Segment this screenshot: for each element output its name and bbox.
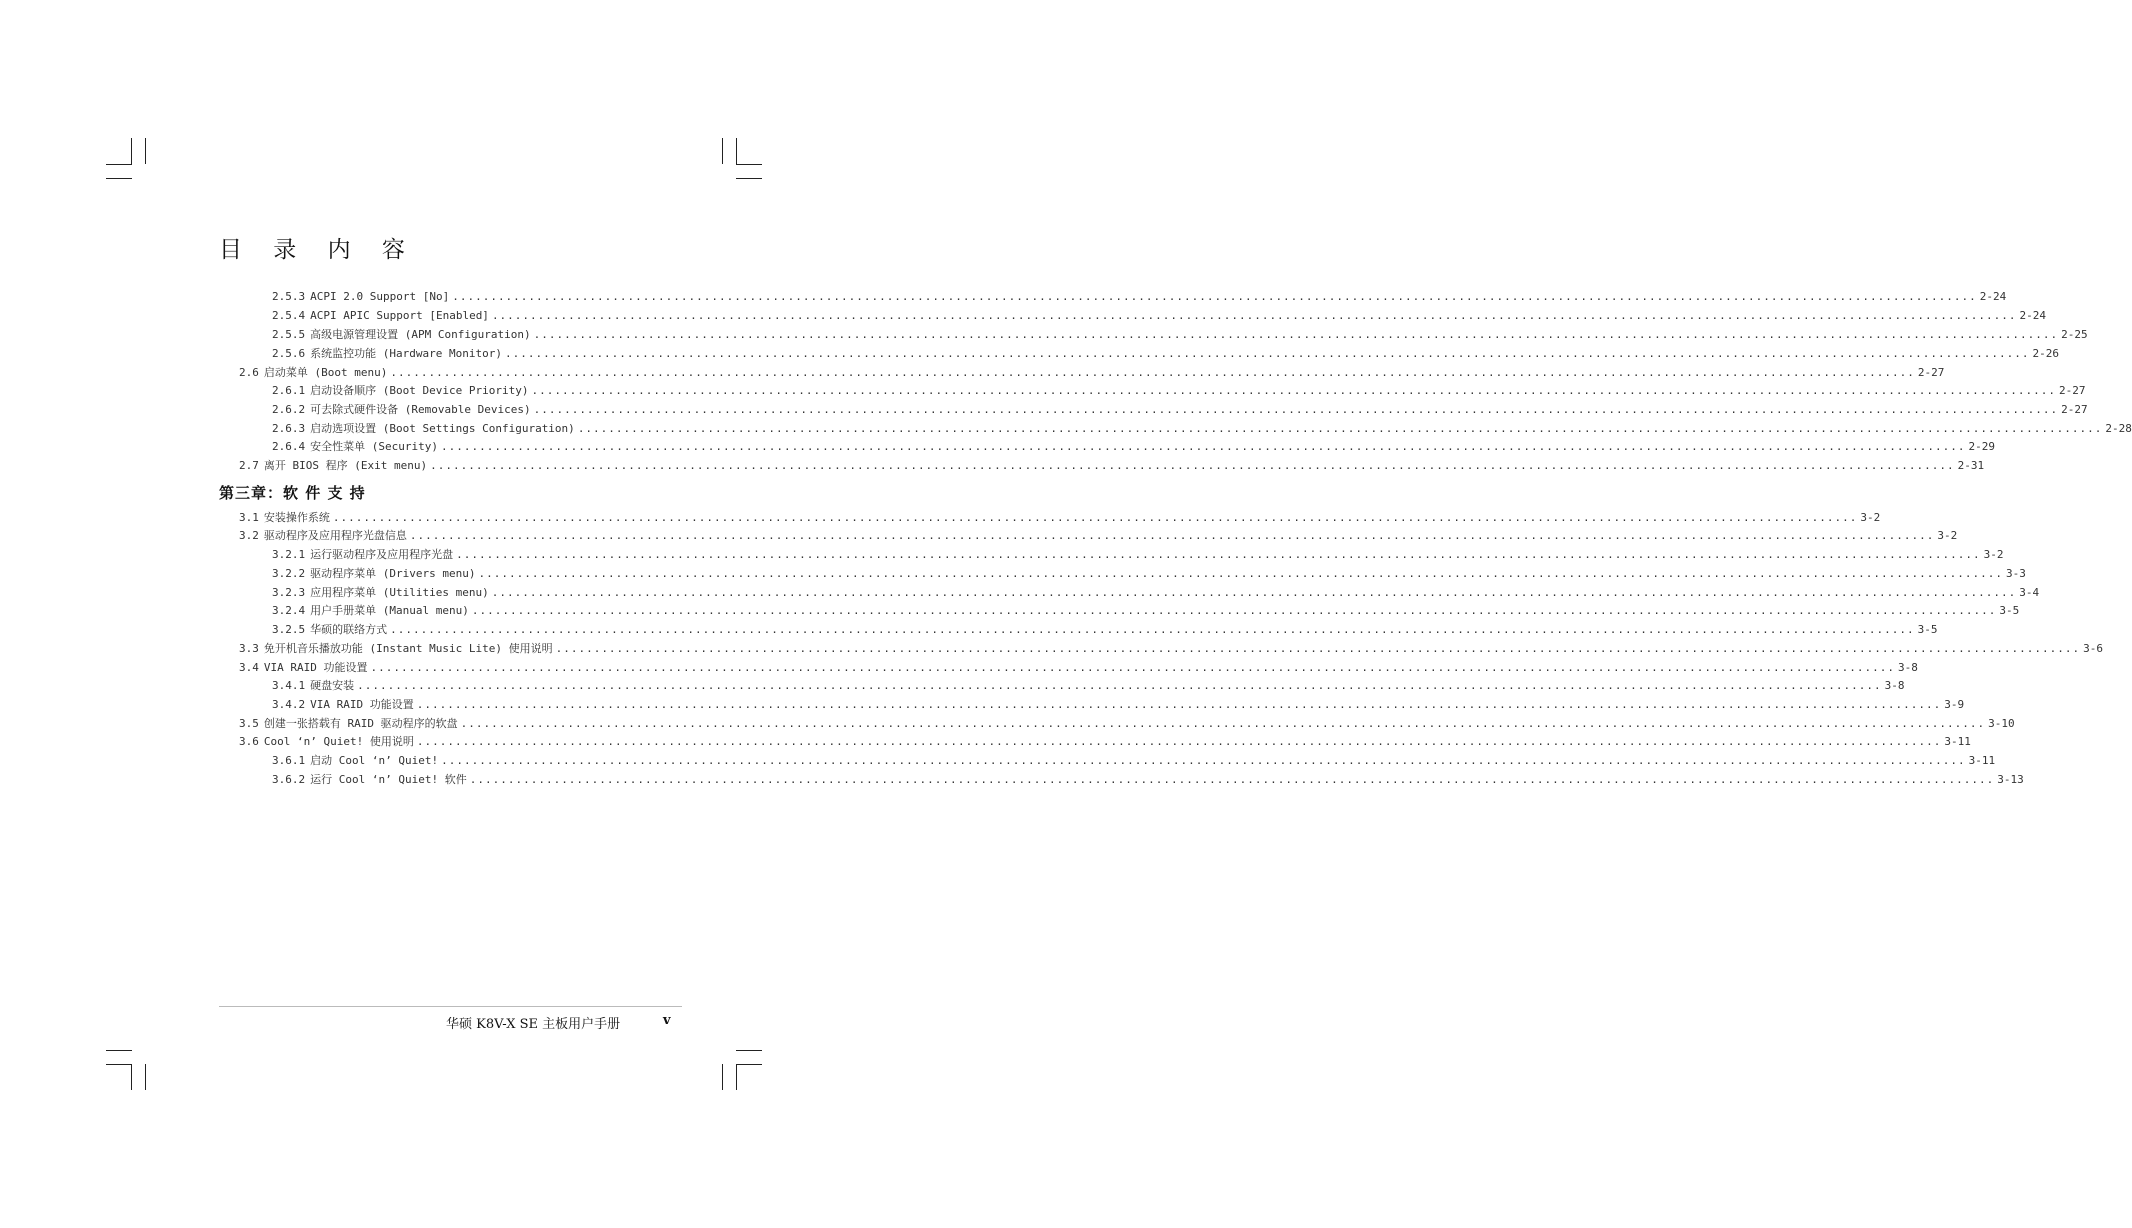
dot-leader: ........................................................................................................................................................................................................ bbox=[456, 548, 1981, 561]
toc-entry-page: 3-3 bbox=[2005, 567, 2026, 580]
toc-entry-page: 2-24 bbox=[1979, 290, 2007, 303]
dot-leader: ........................................................................................................................................................................................................ bbox=[430, 459, 1955, 472]
crop-mark bbox=[106, 1064, 132, 1065]
crop-mark bbox=[722, 1064, 723, 1090]
toc-entry[interactable] bbox=[239, 716, 2015, 732]
toc-entry[interactable] bbox=[239, 641, 2103, 657]
dot-leader: ........................................................................................................................................................................................................ bbox=[531, 384, 2056, 397]
toc-entry[interactable] bbox=[272, 547, 2004, 563]
toc-entry-title: 用户手册菜单 (Manual menu) bbox=[310, 604, 469, 617]
toc-entry-number: 3.2.4 bbox=[272, 604, 306, 617]
toc-entry[interactable] bbox=[239, 734, 1971, 750]
crop-mark bbox=[106, 178, 132, 179]
dot-leader: ........................................................................................................................................................................................................ bbox=[370, 661, 1895, 674]
toc-entry-title: 高级电源管理设置 (APM Configuration) bbox=[310, 328, 531, 341]
toc-entry-number: 2.6.3 bbox=[272, 422, 306, 435]
dot-leader: ........................................................................................................................................................................................................ bbox=[390, 366, 1915, 379]
toc-entry-number: 2.5.3 bbox=[272, 290, 306, 303]
toc-entry[interactable] bbox=[272, 697, 1965, 713]
dot-leader: ........................................................................................................................................................................................................ bbox=[469, 773, 1995, 786]
toc-entry[interactable] bbox=[272, 289, 2007, 305]
crop-mark bbox=[131, 138, 132, 164]
toc-entry[interactable] bbox=[272, 421, 2132, 437]
dot-leader: ........................................................................................................................................................................................................ bbox=[452, 290, 1977, 303]
toc-entry-title: 运行驱动程序及应用程序光盘 bbox=[310, 548, 454, 561]
toc-entry[interactable] bbox=[272, 383, 2086, 399]
toc-entry-page: 3-13 bbox=[1997, 773, 2024, 786]
dot-leader: ........................................................................................................................................................................................................ bbox=[416, 735, 1942, 748]
toc-entry-number: 3.6.2 bbox=[272, 773, 306, 786]
toc-entry-number: 2.6.2 bbox=[272, 403, 306, 416]
toc-entry-page: 3-2 bbox=[1937, 529, 1958, 542]
toc-entry-page: 3-6 bbox=[2083, 642, 2103, 655]
crop-mark bbox=[736, 1064, 762, 1065]
toc-entry-page: 2-28 bbox=[2105, 422, 2132, 435]
dot-leader: ........................................................................................................................................................................................................ bbox=[471, 604, 1997, 617]
toc-entry[interactable] bbox=[272, 439, 1995, 455]
toc-entry[interactable] bbox=[272, 753, 1996, 769]
page-title: 目 录 内 容 bbox=[219, 237, 417, 263]
toc-entry-title: ACPI 2.0 Support [No] bbox=[310, 290, 450, 303]
toc-entry-page: 2-25 bbox=[2061, 328, 2088, 341]
toc-entry-number: 3.4.2 bbox=[272, 698, 306, 711]
toc-entry-number: 2.5.6 bbox=[272, 347, 306, 360]
toc-entry-title: 启动选项设置 (Boot Settings Configuration) bbox=[310, 422, 575, 435]
toc-entry-title: ACPI APIC Support [Enabled] bbox=[310, 309, 489, 322]
toc-entry-title: 华硕的联络方式 bbox=[310, 623, 388, 636]
toc-entry-page: 3-4 bbox=[2019, 586, 2040, 599]
toc-entry-number: 2.5.5 bbox=[272, 328, 306, 341]
toc-entry-page: 3-11 bbox=[1968, 754, 1996, 767]
toc-entry[interactable] bbox=[272, 585, 2040, 601]
dot-leader: ........................................................................................................................................................................................................ bbox=[478, 567, 2003, 580]
dot-leader: ........................................................................................................................................................................................................ bbox=[390, 623, 1915, 636]
toc-entry-page: 2-27 bbox=[2061, 403, 2088, 416]
dot-leader: ........................................................................................................................................................................................................ bbox=[441, 754, 1966, 767]
toc-entry[interactable] bbox=[272, 402, 2088, 418]
dot-leader: ........................................................................................................................................................................................................ bbox=[332, 511, 1858, 524]
toc-entry[interactable] bbox=[239, 458, 1985, 474]
toc-entry-number: 2.5.4 bbox=[272, 309, 306, 322]
dot-leader: ........................................................................................................................................................................................................ bbox=[416, 698, 1942, 711]
toc-entry-title: 启动设备顺序 (Boot Device Priority) bbox=[310, 384, 529, 397]
dot-leader: ........................................................................................................................................................................................................ bbox=[577, 422, 2103, 435]
toc-entry-page: 3-10 bbox=[1988, 717, 2015, 730]
toc-entry[interactable] bbox=[272, 566, 2026, 582]
toc-entry[interactable] bbox=[239, 365, 1945, 381]
toc-entry-title: 创建一张搭载有 RAID 驱动程序的软盘 bbox=[263, 717, 458, 730]
toc-entry-page: 2-27 bbox=[2058, 384, 2086, 397]
toc-entry-page: 2-27 bbox=[1917, 366, 1945, 379]
toc-entry-title: 系统监控功能 (Hardware Monitor) bbox=[310, 347, 502, 360]
crop-mark bbox=[722, 138, 723, 164]
toc-entry[interactable] bbox=[239, 660, 1918, 676]
crop-mark bbox=[145, 138, 146, 164]
toc-entry-title: 安全性菜单 (Security) bbox=[310, 440, 438, 453]
toc-entry-number: 3.6.1 bbox=[272, 754, 306, 767]
toc-entry-number: 3.2.5 bbox=[272, 623, 306, 636]
toc-entry-title: 硬盘安装 bbox=[310, 679, 355, 692]
toc-entry-page: 3-11 bbox=[1944, 735, 1971, 748]
toc-entry-number: 3.4.1 bbox=[272, 679, 306, 692]
toc-entry-title: 可去除式硬件设备 (Removable Devices) bbox=[310, 403, 531, 416]
toc-entry-number: 3.6 bbox=[239, 735, 259, 748]
dot-leader: ........................................................................................................................................................................................................ bbox=[533, 403, 2059, 416]
toc-entry-title: 启动菜单 (Boot menu) bbox=[263, 366, 388, 379]
toc-entry-page: 2-24 bbox=[2019, 309, 2046, 322]
dot-leader: ........................................................................................................................................................................................................ bbox=[491, 309, 2017, 322]
toc-entry-number: 2.7 bbox=[239, 459, 259, 472]
crop-mark bbox=[736, 1064, 737, 1090]
toc-entry-page: 3-2 bbox=[1983, 548, 2004, 561]
dot-leader: ........................................................................................................................................................................................................ bbox=[357, 679, 1882, 692]
toc-entry-page: 3-5 bbox=[1917, 623, 1938, 636]
toc-entry[interactable] bbox=[272, 308, 2046, 324]
dot-leader: ........................................................................................................................................................................................................ bbox=[491, 586, 2017, 599]
toc-entry[interactable] bbox=[239, 510, 1881, 526]
dot-leader: ........................................................................................................................................................................................................ bbox=[533, 328, 2059, 341]
toc-entry-title: 运行 Cool ‘n’ Quiet! 软件 bbox=[310, 773, 467, 786]
toc-entry-number: 3.3 bbox=[239, 642, 259, 655]
toc-entry-title: 应用程序菜单 (Utilities menu) bbox=[310, 586, 489, 599]
toc-entry-number: 2.6 bbox=[239, 366, 259, 379]
crop-mark bbox=[106, 1050, 132, 1051]
crop-mark bbox=[736, 1050, 762, 1051]
toc-entry-page: 2-31 bbox=[1957, 459, 1985, 472]
toc-entry-number: 3.4 bbox=[239, 661, 259, 674]
toc-entry-page: 3-2 bbox=[1860, 511, 1881, 524]
crop-mark bbox=[106, 164, 132, 165]
dot-leader: ........................................................................................................................................................................................................ bbox=[504, 347, 2030, 360]
toc-entry[interactable] bbox=[272, 327, 2088, 343]
dot-leader: ........................................................................................................................................................................................................ bbox=[409, 529, 1935, 542]
toc-entry-title: 免开机音乐播放功能 (Instant Music Lite) 使用说明 bbox=[263, 642, 553, 655]
toc-entry-page: 3-9 bbox=[1944, 698, 1965, 711]
crop-mark bbox=[736, 178, 762, 179]
toc-entry-number: 3.2.3 bbox=[272, 586, 306, 599]
chapter-heading: 第三章：软 件 支 持 bbox=[219, 484, 366, 502]
toc-entry-page: 3-8 bbox=[1898, 661, 1918, 674]
dot-leader: ........................................................................................................................................................................................................ bbox=[460, 717, 1986, 730]
crop-mark bbox=[736, 164, 762, 165]
toc-entry[interactable] bbox=[272, 603, 2020, 619]
footer-page-number: v bbox=[663, 1013, 671, 1028]
crop-mark bbox=[145, 1064, 146, 1090]
toc-entry-number: 3.2 bbox=[239, 529, 259, 542]
toc-entry-number: 3.1 bbox=[239, 511, 259, 524]
dot-leader: ........................................................................................................................................................................................................ bbox=[555, 642, 2081, 655]
toc-entry-title: 安装操作系统 bbox=[263, 511, 330, 524]
toc-entry[interactable] bbox=[272, 622, 1938, 638]
toc-entry-title: VIA RAID 功能设置 bbox=[263, 661, 368, 674]
toc-entry-title: VIA RAID 功能设置 bbox=[310, 698, 414, 711]
footer-divider bbox=[219, 1006, 682, 1007]
crop-mark bbox=[736, 138, 737, 164]
toc-entry-title: 离开 BIOS 程序 (Exit menu) bbox=[263, 459, 428, 472]
toc-entry-page: 3-5 bbox=[1999, 604, 2020, 617]
toc-entry-page: 2-29 bbox=[1968, 440, 1995, 453]
crop-mark bbox=[131, 1064, 132, 1090]
toc-entry[interactable] bbox=[272, 772, 2024, 788]
toc-entry-title: 启动 Cool ‘n’ Quiet! bbox=[310, 754, 439, 767]
toc-entry-title: 驱动程序菜单 (Drivers menu) bbox=[310, 567, 476, 580]
toc-entry-number: 2.6.4 bbox=[272, 440, 306, 453]
toc-entry-number: 3.5 bbox=[239, 717, 259, 730]
toc-entry-page: 2-26 bbox=[2032, 347, 2059, 360]
toc-entry[interactable] bbox=[272, 346, 2059, 362]
toc-entry-title: 驱动程序及应用程序光盘信息 bbox=[263, 529, 407, 542]
toc-entry-page: 3-8 bbox=[1884, 679, 1905, 692]
toc-entry-number: 2.6.1 bbox=[272, 384, 306, 397]
toc-entry[interactable] bbox=[239, 528, 1958, 544]
footer-manual-title: 华硕 K8V-X SE 主板用户手册 bbox=[446, 1017, 621, 1032]
toc-entry[interactable] bbox=[272, 678, 1905, 694]
toc-entry-number: 3.2.2 bbox=[272, 567, 306, 580]
toc-entry-number: 3.2.1 bbox=[272, 548, 306, 561]
dot-leader: ........................................................................................................................................................................................................ bbox=[440, 440, 1966, 453]
toc-entry-title: Cool ‘n’ Quiet! 使用说明 bbox=[263, 735, 414, 748]
